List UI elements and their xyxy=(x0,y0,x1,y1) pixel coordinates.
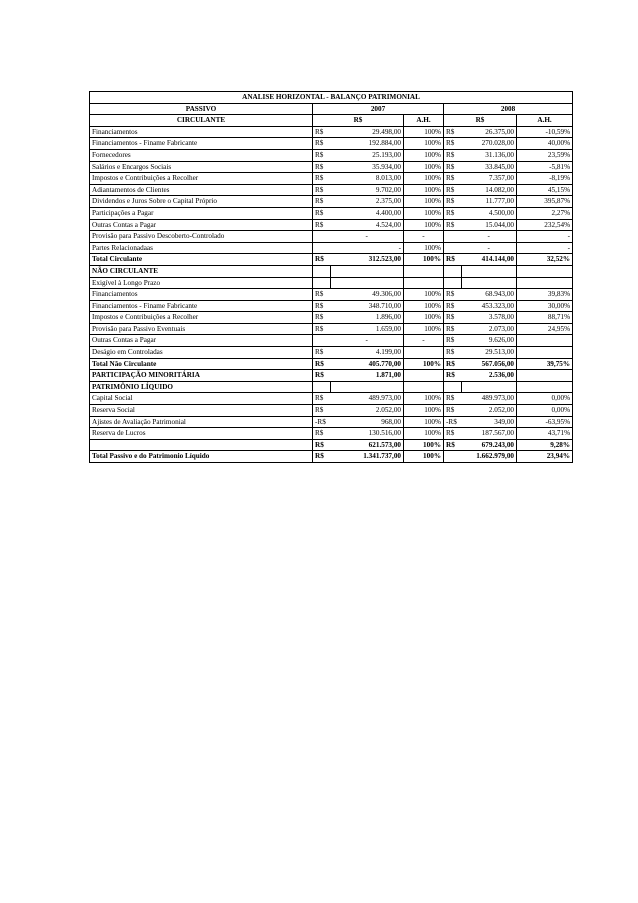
value-2008: 15.044,00 xyxy=(462,219,517,231)
value-2008: 3.578,00 xyxy=(462,312,517,324)
currency-2008: R$ xyxy=(444,439,462,451)
table-row xyxy=(90,335,573,347)
value-2008: 567.056,00 xyxy=(462,358,517,370)
header-year-2008: 2008 xyxy=(444,103,573,115)
ah-2007: 100% xyxy=(404,300,444,312)
row-label: Salários e Encargos Sociais xyxy=(90,161,313,173)
value-2008: 9.626,00 xyxy=(462,335,517,347)
value-2008: - xyxy=(462,242,517,254)
table-row xyxy=(90,300,573,312)
header-ah-2007: A.H. xyxy=(404,115,444,127)
currency-2008: R$ xyxy=(444,207,462,219)
ah-2008: 0,00% xyxy=(517,393,573,405)
currency-2008: R$ xyxy=(444,126,462,138)
value-2008: 414.144,00 xyxy=(462,254,517,266)
ah-2007: 100% xyxy=(404,173,444,185)
year-header-row xyxy=(90,103,573,115)
currency-2007: R$ xyxy=(313,428,331,440)
header-passivo: PASSIVO xyxy=(90,103,313,115)
row-label: Impostos e Contribuições a Recolher xyxy=(90,312,313,324)
row-label: PATRIMÔNIO LÍQUIDO xyxy=(90,381,313,393)
row-label: NÃO CIRCULANTE xyxy=(90,265,313,277)
currency-2008 xyxy=(444,242,462,254)
row-label: Exigível à Longo Prazo xyxy=(90,277,313,289)
ah-2007: 100% xyxy=(404,358,444,370)
ah-2007: 100% xyxy=(404,312,444,324)
row-label: Provisão para Passivo Eventuais xyxy=(90,323,313,335)
ah-2008 xyxy=(517,335,573,347)
header-ah-2008: A.H. xyxy=(517,115,573,127)
ah-2007: - xyxy=(404,231,444,243)
ah-2007: 100% xyxy=(404,161,444,173)
currency-2007: R$ xyxy=(313,405,331,417)
ah-2008: 23,59% xyxy=(517,149,573,161)
currency-2008: R$ xyxy=(444,173,462,185)
value-2008: - xyxy=(462,231,517,243)
ah-2008: 32,52% xyxy=(517,254,573,266)
currency-2008 xyxy=(444,231,462,243)
table-row xyxy=(90,184,573,196)
value-2007: 2.375,00 xyxy=(331,196,404,208)
ah-2007: 100% xyxy=(404,207,444,219)
ah-2008: 30,00% xyxy=(517,300,573,312)
value-2008: 2.052,00 xyxy=(462,405,517,417)
row-label: Partes Relacionadaas xyxy=(90,242,313,254)
currency-2007: R$ xyxy=(313,370,331,382)
row-label: Outras Contas a Pagar xyxy=(90,219,313,231)
currency-2007: R$ xyxy=(313,126,331,138)
row-label: Total Não Circulante xyxy=(90,358,313,370)
ah-2008: 9,28% xyxy=(517,439,573,451)
table-row xyxy=(90,149,573,161)
ah-2008: 24,95% xyxy=(517,323,573,335)
empty-cell xyxy=(404,265,444,277)
section-row xyxy=(90,381,573,393)
value-2007: - xyxy=(331,231,404,243)
currency-2007: R$ xyxy=(313,312,331,324)
table-row xyxy=(90,370,573,382)
currency-2007: R$ xyxy=(313,173,331,185)
table-title-row xyxy=(90,92,573,104)
row-label xyxy=(90,439,313,451)
value-2008: 29.513,00 xyxy=(462,347,517,359)
empty-cell xyxy=(462,277,517,289)
table-row xyxy=(90,405,573,417)
currency-2007: R$ xyxy=(313,393,331,405)
ah-2007: 100% xyxy=(404,184,444,196)
empty-cell xyxy=(517,381,573,393)
currency-2007: R$ xyxy=(313,323,331,335)
currency-2007 xyxy=(313,335,331,347)
row-label: Total Circulante xyxy=(90,254,313,266)
value-2007: 968,00 xyxy=(331,416,404,428)
value-2007: - xyxy=(331,335,404,347)
empty-cell xyxy=(331,381,404,393)
currency-2007: R$ xyxy=(313,161,331,173)
currency-2008: R$ xyxy=(444,138,462,150)
row-label: Fornecedores xyxy=(90,149,313,161)
table-row xyxy=(90,126,573,138)
ah-2008: 232,54% xyxy=(517,219,573,231)
row-label: Financiamentos xyxy=(90,126,313,138)
table-row xyxy=(90,416,573,428)
currency-2008: -R$ xyxy=(444,416,462,428)
table-row xyxy=(90,347,573,359)
value-2007: 405.770,00 xyxy=(331,358,404,370)
header-year-2007: 2007 xyxy=(313,103,444,115)
header-rs-2008: R$ xyxy=(444,115,517,127)
ah-2007: 100% xyxy=(404,451,444,463)
balance-sheet-table xyxy=(89,91,573,463)
header-rs-2007: R$ xyxy=(313,115,404,127)
row-label: Provisão para Passivo Descoberto-Controlado xyxy=(90,231,313,243)
ah-2007: 100% xyxy=(404,126,444,138)
table-title: ANALISE HORIZONTAL - BALANÇO PATRIMONIAL xyxy=(90,92,573,104)
row-label: Financiamentos - Finame Fabricante xyxy=(90,300,313,312)
value-2007: 35.934,00 xyxy=(331,161,404,173)
section-row xyxy=(90,265,573,277)
value-2007: 29.498,00 xyxy=(331,126,404,138)
empty-cell xyxy=(517,265,573,277)
table-row xyxy=(90,289,573,301)
ah-2007: 100% xyxy=(404,242,444,254)
currency-2007: R$ xyxy=(313,300,331,312)
currency-2008: R$ xyxy=(444,358,462,370)
empty-cell xyxy=(444,381,462,393)
empty-cell xyxy=(517,277,573,289)
value-2008: 7.357,00 xyxy=(462,173,517,185)
value-2008: 187.567,00 xyxy=(462,428,517,440)
currency-2007: -R$ xyxy=(313,416,331,428)
empty-cell xyxy=(462,381,517,393)
value-2007: 621.573,00 xyxy=(331,439,404,451)
ah-2008: -8,19% xyxy=(517,173,573,185)
currency-2007: R$ xyxy=(313,184,331,196)
currency-2008: R$ xyxy=(444,219,462,231)
row-label: Financiamentos xyxy=(90,289,313,301)
value-2007: 4.199,00 xyxy=(331,347,404,359)
table-row xyxy=(90,231,573,243)
value-2008: 2.536,00 xyxy=(462,370,517,382)
row-label: Adiantamentos de Clientes xyxy=(90,184,313,196)
value-2007: 1.871,00 xyxy=(331,370,404,382)
row-label: Capital Social xyxy=(90,393,313,405)
currency-2007: R$ xyxy=(313,196,331,208)
value-2007: 489.973,00 xyxy=(331,393,404,405)
empty-cell xyxy=(462,265,517,277)
value-2008: 453.323,00 xyxy=(462,300,517,312)
currency-2008: R$ xyxy=(444,184,462,196)
table-row xyxy=(90,451,573,463)
currency-2008: R$ xyxy=(444,161,462,173)
value-2007: 4.400,00 xyxy=(331,207,404,219)
table-row xyxy=(90,138,573,150)
value-2007: - xyxy=(331,242,404,254)
table-row xyxy=(90,312,573,324)
currency-2007 xyxy=(313,231,331,243)
value-2008: 14.082,00 xyxy=(462,184,517,196)
currency-2008: R$ xyxy=(444,393,462,405)
ah-2007: 100% xyxy=(404,439,444,451)
ah-2007: 100% xyxy=(404,405,444,417)
currency-2007: R$ xyxy=(313,439,331,451)
currency-2007: R$ xyxy=(313,219,331,231)
ah-2007: 100% xyxy=(404,254,444,266)
ah-2008: 23,94% xyxy=(517,451,573,463)
ah-2008: 40,00% xyxy=(517,138,573,150)
value-2008: 33.845,00 xyxy=(462,161,517,173)
row-label: Financiamentos - Finame Fabricante xyxy=(90,138,313,150)
ah-2008: 39,75% xyxy=(517,358,573,370)
value-2007: 312.523,00 xyxy=(331,254,404,266)
ah-2007: 100% xyxy=(404,219,444,231)
row-label: Reserva Social xyxy=(90,405,313,417)
ah-2007: 100% xyxy=(404,393,444,405)
column-header-row xyxy=(90,115,573,127)
ah-2007: 100% xyxy=(404,428,444,440)
empty-cell xyxy=(313,381,331,393)
currency-2008: R$ xyxy=(444,347,462,359)
value-2008: 68.943,00 xyxy=(462,289,517,301)
ah-2008 xyxy=(517,347,573,359)
value-2007: 25.193,00 xyxy=(331,149,404,161)
currency-2007: R$ xyxy=(313,149,331,161)
ah-2007: 100% xyxy=(404,196,444,208)
currency-2007: R$ xyxy=(313,254,331,266)
ah-2007: 100% xyxy=(404,149,444,161)
currency-2008: R$ xyxy=(444,300,462,312)
currency-2008: R$ xyxy=(444,370,462,382)
value-2007: 192.884,00 xyxy=(331,138,404,150)
row-label: Participações a Pagar xyxy=(90,207,313,219)
table-row xyxy=(90,428,573,440)
row-label: Total Passivo e do Patrimonio Líquido xyxy=(90,451,313,463)
currency-2008: R$ xyxy=(444,289,462,301)
currency-2007: R$ xyxy=(313,358,331,370)
header-circulante: CIRCULANTE xyxy=(90,115,313,127)
value-2007: 1.659,00 xyxy=(331,323,404,335)
currency-2008: R$ xyxy=(444,335,462,347)
currency-2008: R$ xyxy=(444,428,462,440)
value-2008: 26.375,00 xyxy=(462,126,517,138)
row-label: Deságio em Controladas xyxy=(90,347,313,359)
value-2008: 4.500,00 xyxy=(462,207,517,219)
ah-2008: 39,83% xyxy=(517,289,573,301)
value-2008: 270.028,00 xyxy=(462,138,517,150)
empty-cell xyxy=(313,277,331,289)
value-2008: 349,00 xyxy=(462,416,517,428)
value-2008: 1.662.979,00 xyxy=(462,451,517,463)
row-label: Reserva de Lucros xyxy=(90,428,313,440)
table-row xyxy=(90,173,573,185)
table-row xyxy=(90,219,573,231)
currency-2008: R$ xyxy=(444,323,462,335)
currency-2008: R$ xyxy=(444,196,462,208)
table-row xyxy=(90,207,573,219)
ah-2007: - xyxy=(404,335,444,347)
ah-2007: 100% xyxy=(404,138,444,150)
value-2008: 31.136,00 xyxy=(462,149,517,161)
table-row xyxy=(90,358,573,370)
empty-cell xyxy=(404,277,444,289)
currency-2008: R$ xyxy=(444,254,462,266)
table-row xyxy=(90,254,573,266)
currency-2008: R$ xyxy=(444,149,462,161)
value-2007: 2.052,00 xyxy=(331,405,404,417)
ah-2007: 100% xyxy=(404,416,444,428)
empty-cell xyxy=(404,381,444,393)
currency-2007: R$ xyxy=(313,347,331,359)
ah-2008: 43,71% xyxy=(517,428,573,440)
ah-2008: -5,81% xyxy=(517,161,573,173)
value-2008: 2.073,00 xyxy=(462,323,517,335)
empty-cell xyxy=(444,265,462,277)
empty-cell xyxy=(444,277,462,289)
currency-2007: R$ xyxy=(313,138,331,150)
ah-2008: 45,15% xyxy=(517,184,573,196)
table-row xyxy=(90,323,573,335)
value-2007: 8.013,00 xyxy=(331,173,404,185)
table-row xyxy=(90,393,573,405)
ah-2008: 0,00% xyxy=(517,405,573,417)
currency-2008: R$ xyxy=(444,312,462,324)
currency-2007 xyxy=(313,242,331,254)
section-row xyxy=(90,277,573,289)
value-2007: 4.524,00 xyxy=(331,219,404,231)
value-2007: 348.710,00 xyxy=(331,300,404,312)
ah-2007 xyxy=(404,347,444,359)
ah-2008: 395,87% xyxy=(517,196,573,208)
row-label: Outras Contas a Pagar xyxy=(90,335,313,347)
currency-2008 xyxy=(444,451,462,463)
row-label: Ajistes de Avaliação Patrimonial xyxy=(90,416,313,428)
table-row xyxy=(90,196,573,208)
table-row xyxy=(90,439,573,451)
ah-2008: 2,27% xyxy=(517,207,573,219)
currency-2008: R$ xyxy=(444,405,462,417)
table-row xyxy=(90,161,573,173)
ah-2008: 88,71% xyxy=(517,312,573,324)
ah-2008: -10,59% xyxy=(517,126,573,138)
value-2007: 49.306,00 xyxy=(331,289,404,301)
ah-2008: - xyxy=(517,231,573,243)
value-2008: 11.777,00 xyxy=(462,196,517,208)
ah-2007: 100% xyxy=(404,323,444,335)
currency-2007: R$ xyxy=(313,207,331,219)
value-2008: 679.243,00 xyxy=(462,439,517,451)
currency-2007: R$ xyxy=(313,451,331,463)
empty-cell xyxy=(313,265,331,277)
value-2007: 130.516,00 xyxy=(331,428,404,440)
value-2007: 1.896,00 xyxy=(331,312,404,324)
empty-cell xyxy=(331,265,404,277)
value-2008: 489.973,00 xyxy=(462,393,517,405)
ah-2007 xyxy=(404,370,444,382)
table-row xyxy=(90,242,573,254)
row-label: Impostos e Contribuições a Recolher xyxy=(90,173,313,185)
ah-2007: 100% xyxy=(404,289,444,301)
value-2007: 1.341.737,00 xyxy=(331,451,404,463)
ah-2008: - xyxy=(517,242,573,254)
ah-2008: -63,95% xyxy=(517,416,573,428)
empty-cell xyxy=(331,277,404,289)
row-label: Dividendos e Juros Sobre o Capital Próprio xyxy=(90,196,313,208)
row-label: PARTICIPAÇÃO MINORITÁRIA xyxy=(90,370,313,382)
ah-2008 xyxy=(517,370,573,382)
currency-2007: R$ xyxy=(313,289,331,301)
value-2007: 9.702,00 xyxy=(331,184,404,196)
